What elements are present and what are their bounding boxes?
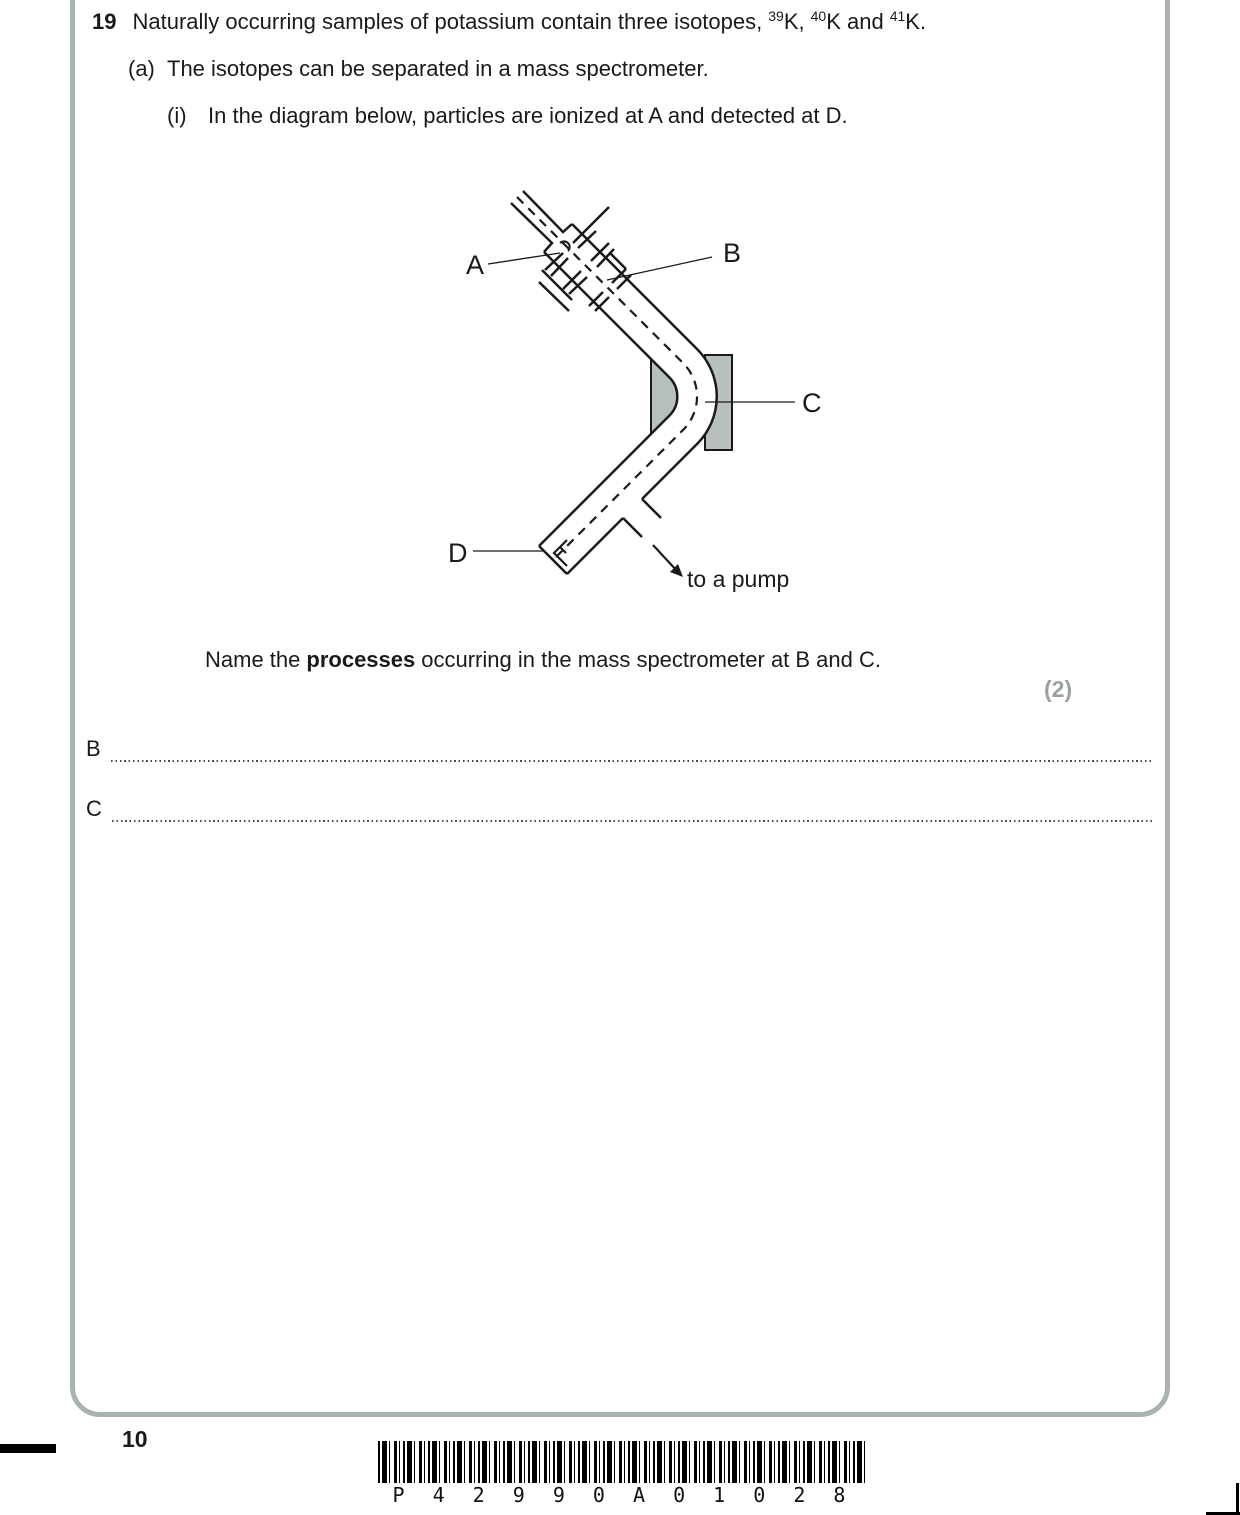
question-intro-text: Naturally occurring samples of potassium contain three isotopes, [132,9,763,34]
part-i-label: (i) [167,103,187,128]
diagram-label-a: A [466,250,485,280]
isotope-39-symbol: K, [783,9,805,34]
prompt-bold-word: processes [306,647,416,672]
answer-line-b[interactable] [111,736,1152,762]
isotope-40-superscript: 40 [810,8,827,24]
isotope-40-symbol: K and [826,9,884,34]
part-i-text: In the diagram below, particles are ionized at A and detected at D. [208,103,848,128]
prompt-line [205,647,881,673]
prompt-pre: Name the [205,647,301,672]
pump-label: to a pump [687,566,790,592]
answer-line-c[interactable] [112,796,1152,822]
answer-row-b [86,732,1152,762]
isotope-41-superscript: 41 [889,8,906,24]
part-a-text: The isotopes can be separated in a mass spectrometer. [167,56,709,81]
answer-label-b: B [86,736,101,761]
question-number: 19 [92,9,117,34]
answer-label-c: C [86,796,102,821]
page-number: 10 [122,1426,148,1452]
part-a-label: (a) [128,56,155,81]
pointer-line-b [607,257,712,280]
mass-spectrometer-diagram [440,180,840,600]
isotope-41-symbol: K. [905,9,927,34]
diagram-label-b: B [723,238,742,268]
part-i-line [167,103,848,129]
prompt-post: occurring in the mass spectrometer at B and C. [421,647,882,672]
question-intro-line [92,8,926,35]
corner-registration-mark-vertical [1236,1483,1239,1515]
answer-row-c [86,792,1152,822]
isotope-39-superscript: 39 [768,8,784,24]
diagram-label-c: C [802,388,822,418]
barcode-text: P 4 2 9 9 0 A 0 1 0 2 8 [378,1483,868,1507]
diagram-label-d: D [448,538,468,568]
part-a-line [128,56,709,82]
barcode [378,1441,868,1486]
marks-indicator: (2) [1044,676,1073,702]
binding-tab-mark [0,1444,56,1453]
